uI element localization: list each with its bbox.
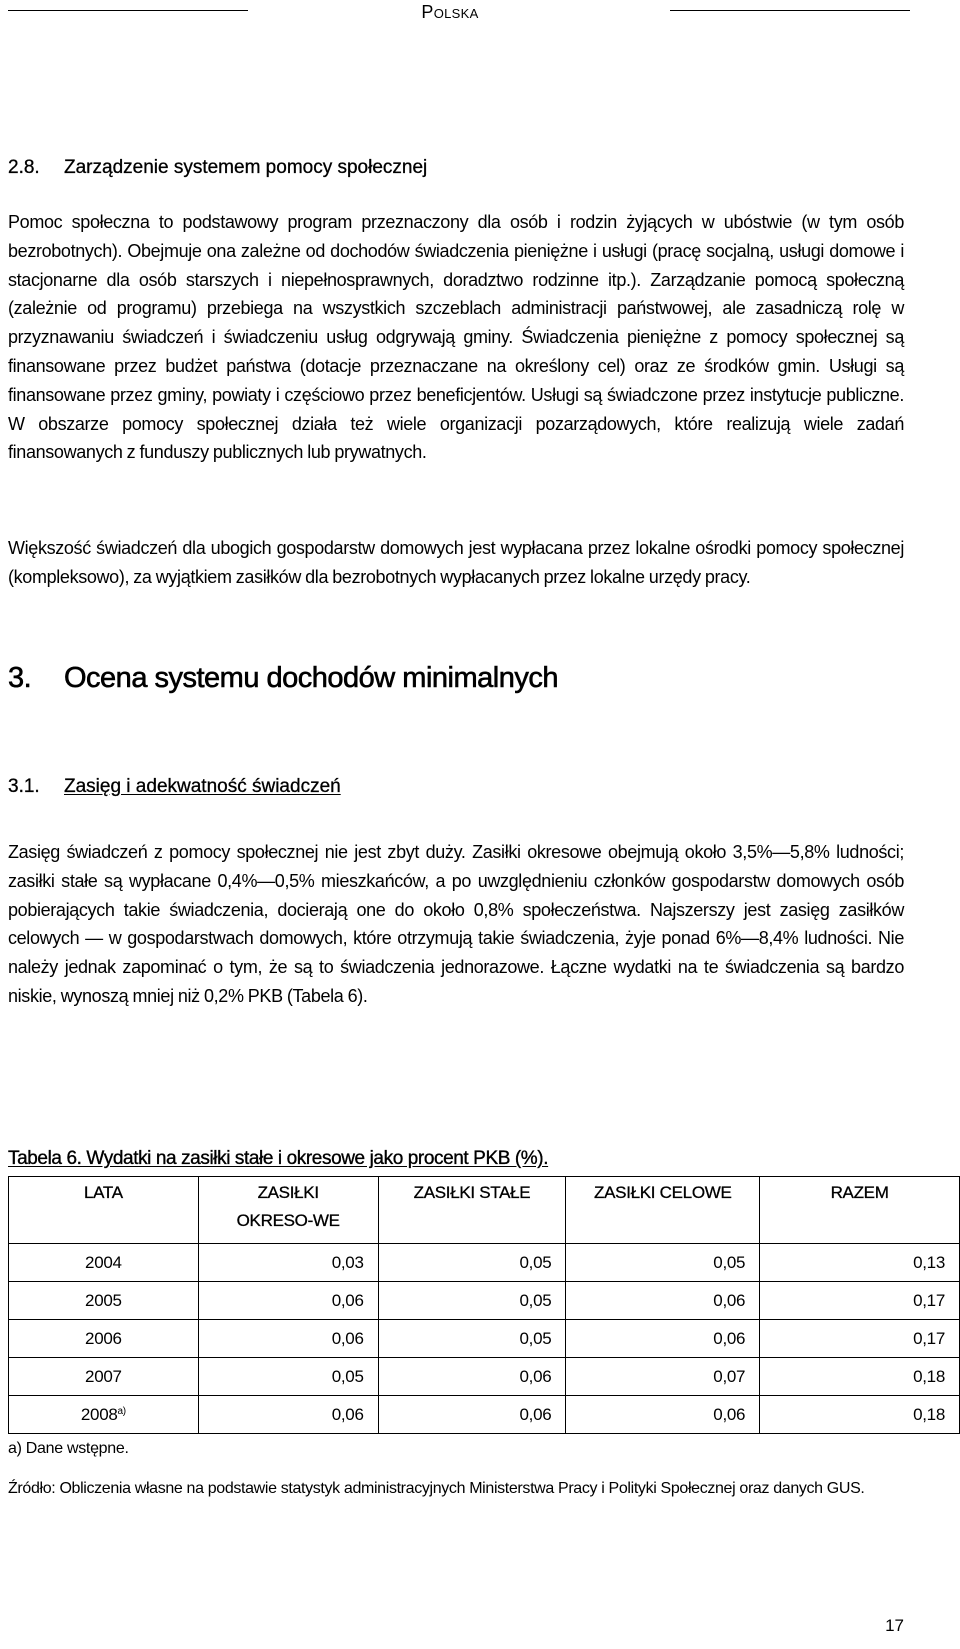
okresowe-cell: 0,03 (198, 1244, 378, 1282)
table-source: Źródło: Obliczenia własne na podstawie statystyk administracyjnych Ministerstwa Pracy i Polityki Społecznej oraz danych GUS. (8, 1480, 865, 1497)
section-2-8-heading (8, 157, 427, 179)
section-3-heading (8, 662, 558, 695)
section-title: Zasięg i adekwatność świadczeń (64, 776, 341, 797)
stale-cell: 0,05 (378, 1320, 566, 1358)
year-cell: 2007 (9, 1358, 199, 1396)
stale-cell: 0,06 (378, 1396, 566, 1434)
header-rule-left (8, 10, 248, 11)
paragraph: Większość świadczeń dla ubogich gospodarstw domowych jest wypłacana przez lokalne ośrodki pomocy społecznej (kompleksowo), za wyjątkiem zasiłków dla bezrobotnych wypłacanych przez lokalne urzędy pracy. (8, 538, 904, 587)
section-number: 3. (8, 662, 32, 694)
celowe-cell: 0,06 (566, 1396, 760, 1434)
table-row (9, 1282, 960, 1320)
page-number: 17 (885, 1616, 904, 1635)
year-cell: 2008$^{a)}$ (9, 1396, 199, 1434)
razem-cell: 0,18 (760, 1396, 960, 1434)
section-title: Ocena systemu dochodów minimalnych (64, 662, 558, 694)
table-row (9, 1320, 960, 1358)
razem-cell: 0,18 (760, 1358, 960, 1396)
year-cell: 2006 (9, 1320, 199, 1358)
table-footnote: a) Dane wstępne. (8, 1440, 129, 1457)
header-title: Polska (421, 2, 479, 22)
column-header: ZASIŁKI OKRESO-WE (198, 1177, 378, 1244)
table-row (9, 1244, 960, 1282)
paragraph: Zasięg świadczeń z pomocy społecznej nie jest zbyt duży. Zasiłki okresowe obejmują około 3,5%—5,8% ludności; zasiłki stałe są wypłacane 0,4%—0,5% mieszkańców, a po uwzględnieniu członków gospodarstw domowych osób pobierających takie świadczenia, docierają one do około 0,8% społeczeństwa. Najszerszy jest zasięg zasiłków celowych — w gospodarstwach domowych, które otrzymują takie świadczenia, żyje ponad 6%—8,4% ludności. Nie należy jednak zapominać o tym, że są to świadczenia jednorazowe. Łączne wydatki na te świadczenia są bardzo niskie, wynoszą mniej niż 0,2% PKB (Tabela 6). (8, 842, 904, 1006)
column-header: ZASIŁKI STAŁE (378, 1177, 566, 1244)
okresowe-cell: 0,05 (198, 1358, 378, 1396)
stale-cell: 0,05 (378, 1282, 566, 1320)
table-header-row (9, 1177, 960, 1244)
razem-cell: 0,13 (760, 1244, 960, 1282)
okresowe-cell: 0,06 (198, 1320, 378, 1358)
okresowe-cell: 0,06 (198, 1282, 378, 1320)
table-row (9, 1358, 960, 1396)
table-caption: Tabela 6. Wydatki na zasiłki stałe i okresowe jako procent PKB (%). (8, 1148, 549, 1169)
running-header (0, 0, 960, 30)
razem-cell: 0,17 (760, 1282, 960, 1320)
column-header: RAZEM (760, 1177, 960, 1244)
section-3-1-heading (8, 776, 341, 798)
header-rule-right (670, 10, 910, 11)
celowe-cell: 0,06 (566, 1320, 760, 1358)
celowe-cell: 0,05 (566, 1244, 760, 1282)
section-number: 2.8. (8, 157, 40, 178)
expenditure-table (8, 1176, 960, 1434)
okresowe-cell: 0,06 (198, 1396, 378, 1434)
stale-cell: 0,06 (378, 1358, 566, 1396)
table-row (9, 1396, 960, 1434)
stale-cell: 0,05 (378, 1244, 566, 1282)
razem-cell: 0,17 (760, 1320, 960, 1358)
section-number: 3.1. (8, 776, 40, 797)
year-cell: 2004 (9, 1244, 199, 1282)
celowe-cell: 0,07 (566, 1358, 760, 1396)
year-cell: 2005 (9, 1282, 199, 1320)
celowe-cell: 0,06 (566, 1282, 760, 1320)
column-header: ZASIŁKI CELOWE (566, 1177, 760, 1244)
section-title: Zarządzenie systemem pomocy społecznej (64, 157, 428, 178)
column-header: LATA (9, 1177, 199, 1244)
paragraph: Pomoc społeczna to podstawowy program przeznaczony dla osób i rodzin żyjących w ubóstwie (w tym osób bezrobotnych). Obejmuje ona zależne od dochodów świadczenia pieniężne i usługi (pracę socjalną, usługi domowe i stacjonarne dla osób starszych i niepełnosprawnych, doradztwo rodzinne itp.). Zarządzanie pomocą społeczną (zależnie od programu) przebiega na wszystkich szczeblach administracji państwowej, ale zasadniczą rolę w przyznawaniu świadczeń i świadczeniu usług odgrywają gminy. Świadczenia pieniężne z pomocy społecznej są finansowane przez budżet państwa (dotacje przeznaczane na określony cel) oraz ze środków gmin. Usługi są finansowane przez gminy, powiaty i częściowo przez beneficjentów. Usługi są świadczone przez instytucje publiczne. W obszarze pomocy społecznej działa też wiele organizacji pozarządowych, które realizują wiele zadań finansowanych z funduszy publicznych lub prywatnych. (8, 212, 904, 463)
